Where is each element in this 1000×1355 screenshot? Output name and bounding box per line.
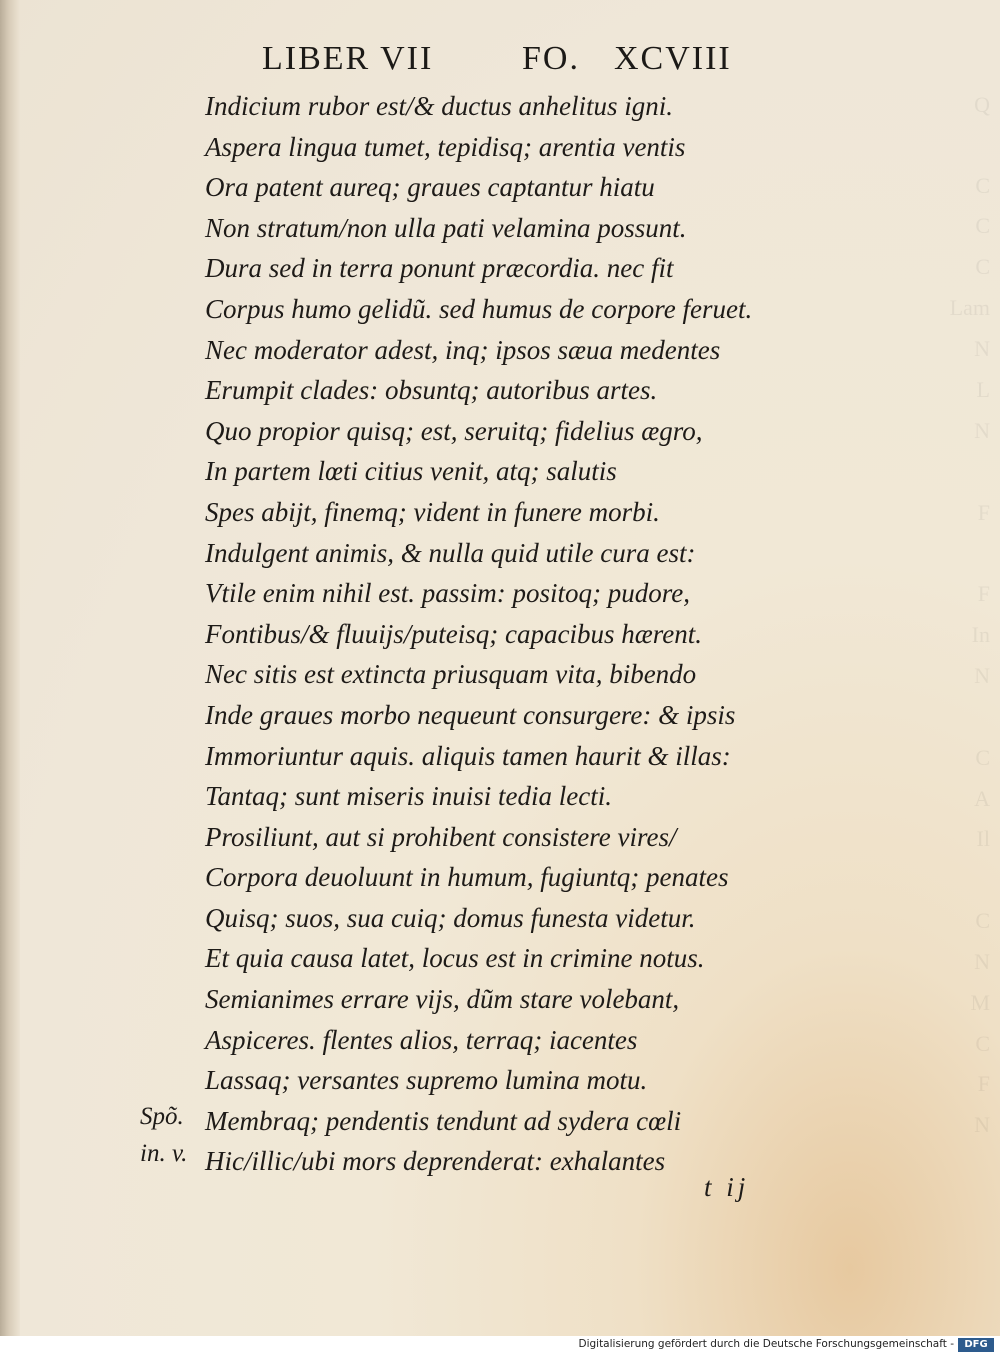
verse-line: Quo propior quisq; est, seruitq; fidelius ægro, xyxy=(205,415,703,446)
verse-line: Nec moderator adest, inq; ipsos sæua medentes xyxy=(205,334,721,365)
verse-line: Inde graues morbo nequeunt consurgere: & ipsis xyxy=(205,699,736,730)
bleed-through-text: N xyxy=(974,336,990,361)
bleed-through-text: C xyxy=(975,908,990,933)
bleed-through-text: C xyxy=(975,1031,990,1056)
bleed-through-text: M xyxy=(970,990,990,1015)
bleed-through-text: N xyxy=(974,1112,990,1137)
bleed-through-text: F xyxy=(977,500,990,525)
bleed-through-text: Lam xyxy=(949,295,990,320)
header-fo: FO. xyxy=(522,40,580,77)
page-gutter-shadow xyxy=(0,0,20,1336)
bleed-through-text: F xyxy=(977,1071,990,1096)
bleed-through-text: N xyxy=(974,663,990,688)
bleed-through-text: F xyxy=(977,581,990,606)
verse-line: Vtile enim nihil est. passim: positoq; pudore, xyxy=(205,578,690,609)
bleed-through-text: Q xyxy=(974,92,990,117)
running-header xyxy=(262,40,742,84)
verse-line: Quisq; suos, sua cuiq; domus funesta videtur. xyxy=(205,902,696,933)
verse-line: Erumpit clades: obsuntq; autoribus artes. xyxy=(205,375,658,406)
verse-line: Tantaq; sunt miseris inuisi tedia lecti. xyxy=(205,781,613,812)
verse-line: Aspera lingua tumet, tepidisq; arentia ventis xyxy=(205,131,686,162)
verse-line: Fontibus/& fluuijs/puteisq; capacibus hærent. xyxy=(205,618,702,649)
bleed-through-text: C xyxy=(975,173,990,198)
verse-line: Corpus humo gelidũ. sed humus de corpore feruet. xyxy=(205,293,753,324)
verse-line: In partem lœti citius venit, atq; salutis xyxy=(205,456,617,487)
verse-line: Non stratum/non ulla pati velamina possunt. xyxy=(205,212,687,243)
verse-line: Membraq; pendentis tendunt ad sydera cœli xyxy=(205,1105,682,1136)
dfg-logo-icon: DFG xyxy=(958,1338,994,1352)
header-book: LIBER VII xyxy=(262,40,434,77)
bleed-through-text: N xyxy=(974,418,990,443)
header-folio-number: XCVIII xyxy=(614,40,732,77)
bleed-through-text: N xyxy=(974,949,990,974)
verse-line: Semianimes errare vijs, dũm stare volebant, xyxy=(205,984,680,1015)
digitization-footer xyxy=(0,1336,1000,1355)
marginal-note: Spõ. xyxy=(140,1103,184,1130)
verse-line: Aspiceres. flentes alios, terraq; iacentes xyxy=(205,1024,638,1055)
signature-mark: t ij xyxy=(704,1172,750,1202)
footer-credit: Digitalisierung gefördert durch die Deutsche Forschungsgemeinschaft - xyxy=(578,1338,954,1350)
verse-line: Lassaq; versantes supremo lumina motu. xyxy=(205,1065,648,1096)
marginal-note: in. v. xyxy=(140,1140,188,1167)
verse-line: Prosiliunt, aut si prohibent consistere vires/ xyxy=(205,821,677,852)
verse-line: Immoriuntur aquis. aliquis tamen haurit & illas: xyxy=(205,740,731,771)
verse-line: Hic/illic/ubi mors deprenderat: exhalantes xyxy=(205,1146,666,1177)
bleed-through-text: Il xyxy=(976,826,990,851)
bleed-through-text: In xyxy=(971,622,990,647)
verse-line: Indulgent animis, & nulla quid utile cura est: xyxy=(205,537,696,568)
bleed-through-text: C xyxy=(975,745,990,770)
bleed-through-text: A xyxy=(974,786,990,811)
verse-line: Dura sed in terra ponunt præcordia. nec fit xyxy=(205,253,674,284)
verse-line: Indicium rubor est/& ductus anhelitus igni. xyxy=(205,91,673,121)
verse-line: Et quia causa latet, locus est in crimine notus. xyxy=(205,943,705,974)
bleed-through-text: L xyxy=(976,377,990,402)
verse-line: Ora patent aureq; graues captantur hiatu xyxy=(205,172,655,203)
bleed-through-text: C xyxy=(975,213,990,238)
verse-block xyxy=(205,86,825,1182)
verse-line: Spes abijt, finemq; vident in funere morbi. xyxy=(205,496,660,527)
verse-line: Corpora deuoluunt in humum, fugiuntq; penates xyxy=(205,862,729,893)
verse-line: Nec sitis est extincta priusquam vita, bibendo xyxy=(205,659,697,690)
bleed-through-text: C xyxy=(975,254,990,279)
